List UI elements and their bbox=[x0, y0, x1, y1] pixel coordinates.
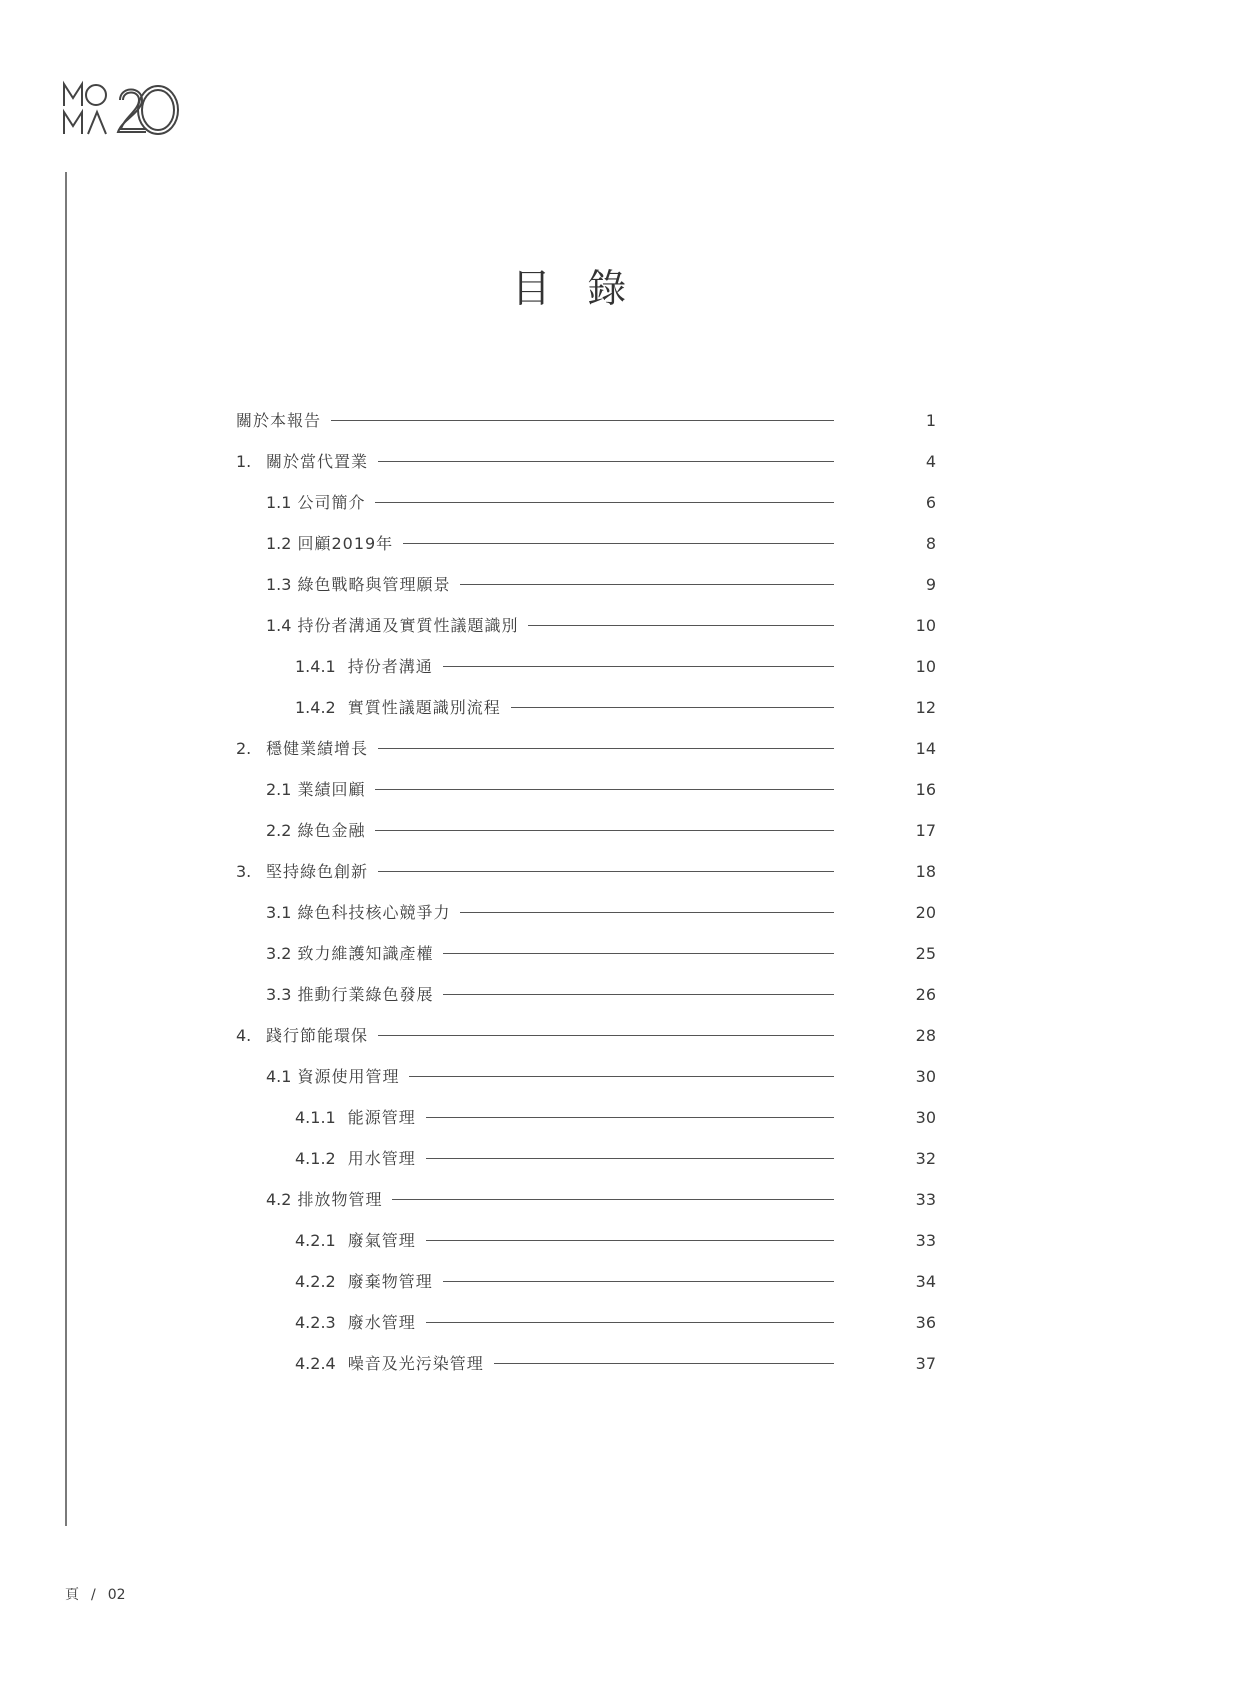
toc-entry-label: 排放物管理 bbox=[297, 1190, 383, 1209]
toc-entry[interactable] bbox=[236, 1015, 936, 1056]
toc-entry-page: 28 bbox=[915, 1026, 936, 1045]
toc-entry-page: 30 bbox=[915, 1108, 936, 1127]
toc-entry-label: 公司簡介 bbox=[297, 493, 366, 512]
toc-entry[interactable] bbox=[236, 523, 936, 564]
toc-leader-line bbox=[494, 1363, 834, 1364]
toc-entry-number: 2. bbox=[236, 739, 252, 758]
toc-entry-page: 30 bbox=[915, 1067, 936, 1086]
toc-entry[interactable] bbox=[236, 728, 936, 769]
toc-leader-line bbox=[403, 543, 834, 544]
toc-entry-label: 回顧2019年 bbox=[297, 534, 394, 553]
toc-entry-label: 廢水管理 bbox=[347, 1313, 416, 1332]
toc-leader-line bbox=[443, 953, 834, 954]
toc-entry-number: 3. bbox=[236, 862, 252, 881]
toc-entry-label: 廢棄物管理 bbox=[347, 1272, 433, 1291]
toc-entry[interactable] bbox=[236, 974, 936, 1015]
toc-leader-line bbox=[378, 1035, 834, 1036]
page-label: 頁 bbox=[65, 1587, 79, 1603]
toc-entry-number: 1.4.1 bbox=[295, 657, 336, 676]
toc-entry-page: 16 bbox=[915, 780, 936, 799]
toc-entry-page: 8 bbox=[925, 534, 936, 553]
toc-entry-page: 25 bbox=[915, 944, 936, 963]
toc-entry-number: 4.1.1 bbox=[295, 1108, 336, 1127]
toc-entry-page: 33 bbox=[915, 1190, 936, 1209]
toc-entry-number: 4.2.2 bbox=[295, 1272, 336, 1291]
toc-entry[interactable] bbox=[236, 687, 936, 728]
toc-leader-line bbox=[375, 789, 834, 790]
toc-entry-page: 32 bbox=[915, 1149, 936, 1168]
toc-entry-label: 用水管理 bbox=[347, 1149, 416, 1168]
page-footer bbox=[65, 1584, 126, 1604]
page-number: 02 bbox=[107, 1587, 126, 1603]
toc-entry-page: 34 bbox=[915, 1272, 936, 1291]
toc-entry-number: 3.1 bbox=[266, 903, 292, 922]
toc-entry[interactable] bbox=[236, 810, 936, 851]
toc-leader-line bbox=[443, 666, 834, 667]
toc-entry-label: 能源管理 bbox=[347, 1108, 416, 1127]
toc-leader-line bbox=[460, 584, 834, 585]
toc-leader-line bbox=[409, 1076, 834, 1077]
page-title: 目 錄 bbox=[511, 267, 639, 312]
toc-entry[interactable] bbox=[236, 1220, 936, 1261]
toc-leader-line bbox=[378, 461, 834, 462]
toc-leader-line bbox=[331, 420, 834, 421]
toc-entry[interactable] bbox=[236, 1302, 936, 1343]
toc-entry-number: 1.2 bbox=[266, 534, 292, 553]
toc-entry-number: 1.1 bbox=[266, 493, 292, 512]
toc-leader-line bbox=[426, 1240, 834, 1241]
toc-entry-number: 4.2.4 bbox=[295, 1354, 336, 1373]
toc-entry-number: 4.1 bbox=[266, 1067, 292, 1086]
toc-entry-label: 噪音及光污染管理 bbox=[347, 1354, 484, 1373]
toc-entry-page: 20 bbox=[915, 903, 936, 922]
toc-entry-label: 穩健業績增長 bbox=[266, 739, 369, 758]
toc-leader-line bbox=[426, 1158, 834, 1159]
toc-entry-page: 17 bbox=[915, 821, 936, 840]
toc-entry-page: 33 bbox=[915, 1231, 936, 1250]
toc-entry-label: 持份者溝通 bbox=[347, 657, 433, 676]
toc-leader-line bbox=[426, 1117, 834, 1118]
toc-leader-line bbox=[378, 871, 834, 872]
toc-entry[interactable] bbox=[236, 1097, 936, 1138]
toc-entry[interactable] bbox=[236, 1056, 936, 1097]
toc-entry-label: 綠色科技核心競爭力 bbox=[297, 903, 451, 922]
toc-leader-line bbox=[375, 830, 834, 831]
toc-entry-label: 關於本報告 bbox=[236, 411, 322, 430]
toc-leader-line bbox=[392, 1199, 834, 1200]
toc-entry-page: 10 bbox=[915, 657, 936, 676]
logo-mark bbox=[62, 80, 182, 138]
toc-entry-number: 4.1.2 bbox=[295, 1149, 336, 1168]
toc-entry-label: 踐行節能環保 bbox=[266, 1026, 369, 1045]
toc-entry-page: 1 bbox=[925, 411, 936, 430]
toc-entry-label: 堅持綠色創新 bbox=[266, 862, 369, 881]
toc-leader-line bbox=[443, 1281, 834, 1282]
toc-entry-page: 12 bbox=[915, 698, 936, 717]
toc-entry-label: 資源使用管理 bbox=[297, 1067, 400, 1086]
toc-entry-number: 1. bbox=[236, 452, 252, 471]
toc-entry[interactable] bbox=[236, 482, 936, 523]
toc-entry[interactable] bbox=[236, 892, 936, 933]
toc-entry-number: 4.2 bbox=[266, 1190, 292, 1209]
toc-entry[interactable] bbox=[236, 1179, 936, 1220]
toc-entry-number: 4. bbox=[236, 1026, 252, 1045]
toc-entry[interactable] bbox=[236, 851, 936, 892]
toc-entry-page: 26 bbox=[915, 985, 936, 1004]
toc-entry-page: 6 bbox=[925, 493, 936, 512]
toc-entry[interactable] bbox=[236, 1343, 936, 1384]
toc-entry-number: 2.1 bbox=[266, 780, 292, 799]
toc-leader-line bbox=[378, 748, 834, 749]
toc-entry-label: 關於當代置業 bbox=[266, 452, 369, 471]
toc-entry[interactable] bbox=[236, 564, 936, 605]
toc-entry[interactable] bbox=[236, 646, 936, 687]
toc-leader-line bbox=[511, 707, 834, 708]
toc-leader-line bbox=[375, 502, 834, 503]
toc-entry-label: 致力維護知識產權 bbox=[297, 944, 434, 963]
toc-leader-line bbox=[443, 994, 834, 995]
toc-entry-number: 1.4.2 bbox=[295, 698, 336, 717]
moma-20-logo[interactable] bbox=[62, 80, 182, 138]
toc-entry-label: 實質性議題識別流程 bbox=[347, 698, 501, 717]
toc-entry-label: 綠色金融 bbox=[297, 821, 366, 840]
toc-entry[interactable] bbox=[236, 769, 936, 810]
toc-entry[interactable] bbox=[236, 605, 936, 646]
toc-entry-label: 業績回顧 bbox=[297, 780, 366, 799]
toc-entry-number: 2.2 bbox=[266, 821, 292, 840]
toc-entry[interactable] bbox=[236, 933, 936, 974]
toc-entry[interactable] bbox=[236, 441, 936, 482]
toc-entry-number: 1.3 bbox=[266, 575, 292, 594]
toc-entry[interactable] bbox=[236, 1138, 936, 1179]
table-of-contents bbox=[236, 400, 936, 1384]
toc-entry-number: 3.2 bbox=[266, 944, 292, 963]
toc-entry-label: 廢氣管理 bbox=[347, 1231, 416, 1250]
toc-entry-page: 10 bbox=[915, 616, 936, 635]
toc-entry-page: 4 bbox=[925, 452, 936, 471]
toc-entry-page: 37 bbox=[915, 1354, 936, 1373]
toc-entry-page: 9 bbox=[925, 575, 936, 594]
toc-leader-line bbox=[528, 625, 834, 626]
toc-leader-line bbox=[460, 912, 834, 913]
toc-entry[interactable] bbox=[236, 1261, 936, 1302]
page-separator: / bbox=[91, 1587, 96, 1603]
toc-entry[interactable] bbox=[236, 400, 936, 441]
toc-entry-page: 14 bbox=[915, 739, 936, 758]
toc-entry-page: 18 bbox=[915, 862, 936, 881]
toc-entry-number: 4.2.3 bbox=[295, 1313, 336, 1332]
toc-entry-number: 1.4 bbox=[266, 616, 292, 635]
toc-entry-number: 3.3 bbox=[266, 985, 292, 1004]
toc-entry-label: 持份者溝通及實質性議題識別 bbox=[297, 616, 519, 635]
side-rule bbox=[65, 172, 67, 1526]
toc-entry-label: 推動行業綠色發展 bbox=[297, 985, 434, 1004]
toc-leader-line bbox=[426, 1322, 834, 1323]
toc-entry-label: 綠色戰略與管理願景 bbox=[297, 575, 451, 594]
toc-entry-number: 4.2.1 bbox=[295, 1231, 336, 1250]
toc-entry-page: 36 bbox=[915, 1313, 936, 1332]
